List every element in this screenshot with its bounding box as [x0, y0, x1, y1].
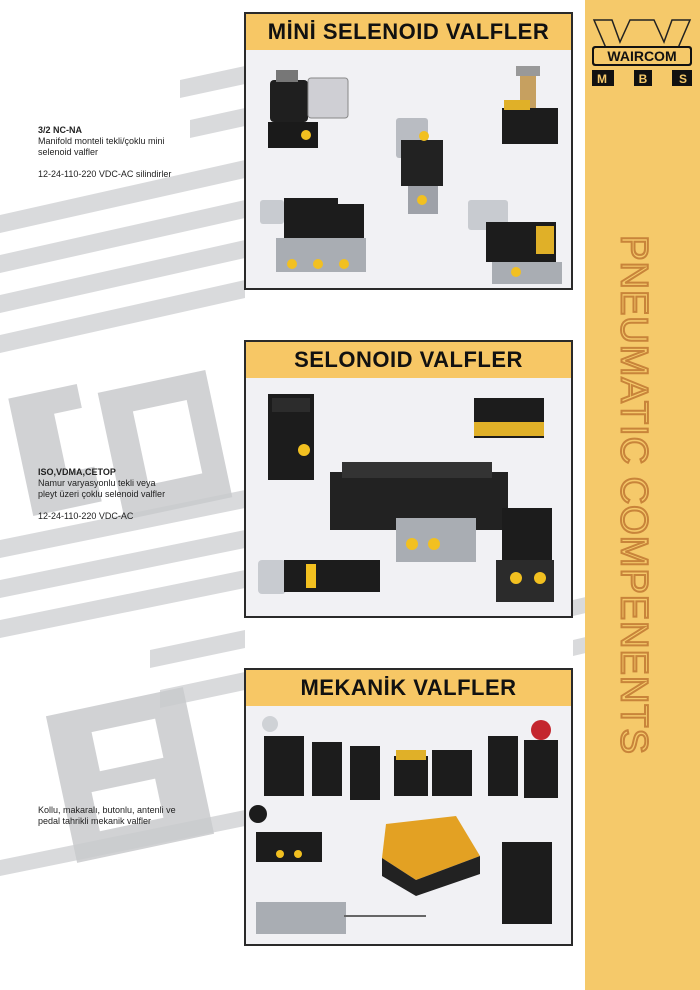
- desc-line: Manifold monteli tekli/çoklu mini: [38, 136, 165, 146]
- panel-title: SELONOID VALFLER: [246, 342, 571, 380]
- desc-mini-solenoid: [38, 125, 228, 180]
- panel-solenoid: [244, 340, 573, 618]
- desc-line: pleyt üzeri çoklu selenoid valfler: [38, 489, 166, 499]
- product-photo-solenoid: [246, 378, 571, 616]
- desc-line: Kollu, makaralı, butonlu, antenli ve: [38, 805, 176, 815]
- logo-sub-m: M: [597, 72, 607, 86]
- desc-line: pedal tahrikli mekanik valfler: [38, 816, 152, 826]
- product-photo-mini-solenoid: [246, 50, 571, 288]
- waircom-logo: [590, 18, 694, 94]
- desc-line: selenoid valfler: [38, 147, 99, 157]
- panel-title: MİNİ SELENOID VALFLER: [246, 14, 571, 52]
- panel-title: MEKANİK VALFLER: [246, 670, 571, 708]
- product-photo-mechanical: [246, 706, 571, 944]
- desc-mechanical: [38, 805, 228, 827]
- panel-mechanical: [244, 668, 573, 946]
- desc-extra: 12-24-110-220 VDC-AC silindirler: [38, 169, 172, 179]
- desc-line: Namur varyasyonlu tekli veya: [38, 478, 156, 488]
- side-title: PNEUMATIC COMPENENTS: [612, 235, 655, 755]
- desc-extra: 12-24-110-220 VDC-AC: [38, 511, 134, 521]
- logo-sub-s: S: [678, 72, 688, 86]
- desc-solenoid: [38, 467, 228, 522]
- logo-text: WAIRCOM: [607, 48, 677, 64]
- logo-sub-b: B: [638, 72, 648, 86]
- desc-head: ISO,VDMA,CETOP: [38, 467, 116, 477]
- desc-head: 3/2 NC-NA: [38, 125, 83, 135]
- panel-mini-solenoid: [244, 12, 573, 290]
